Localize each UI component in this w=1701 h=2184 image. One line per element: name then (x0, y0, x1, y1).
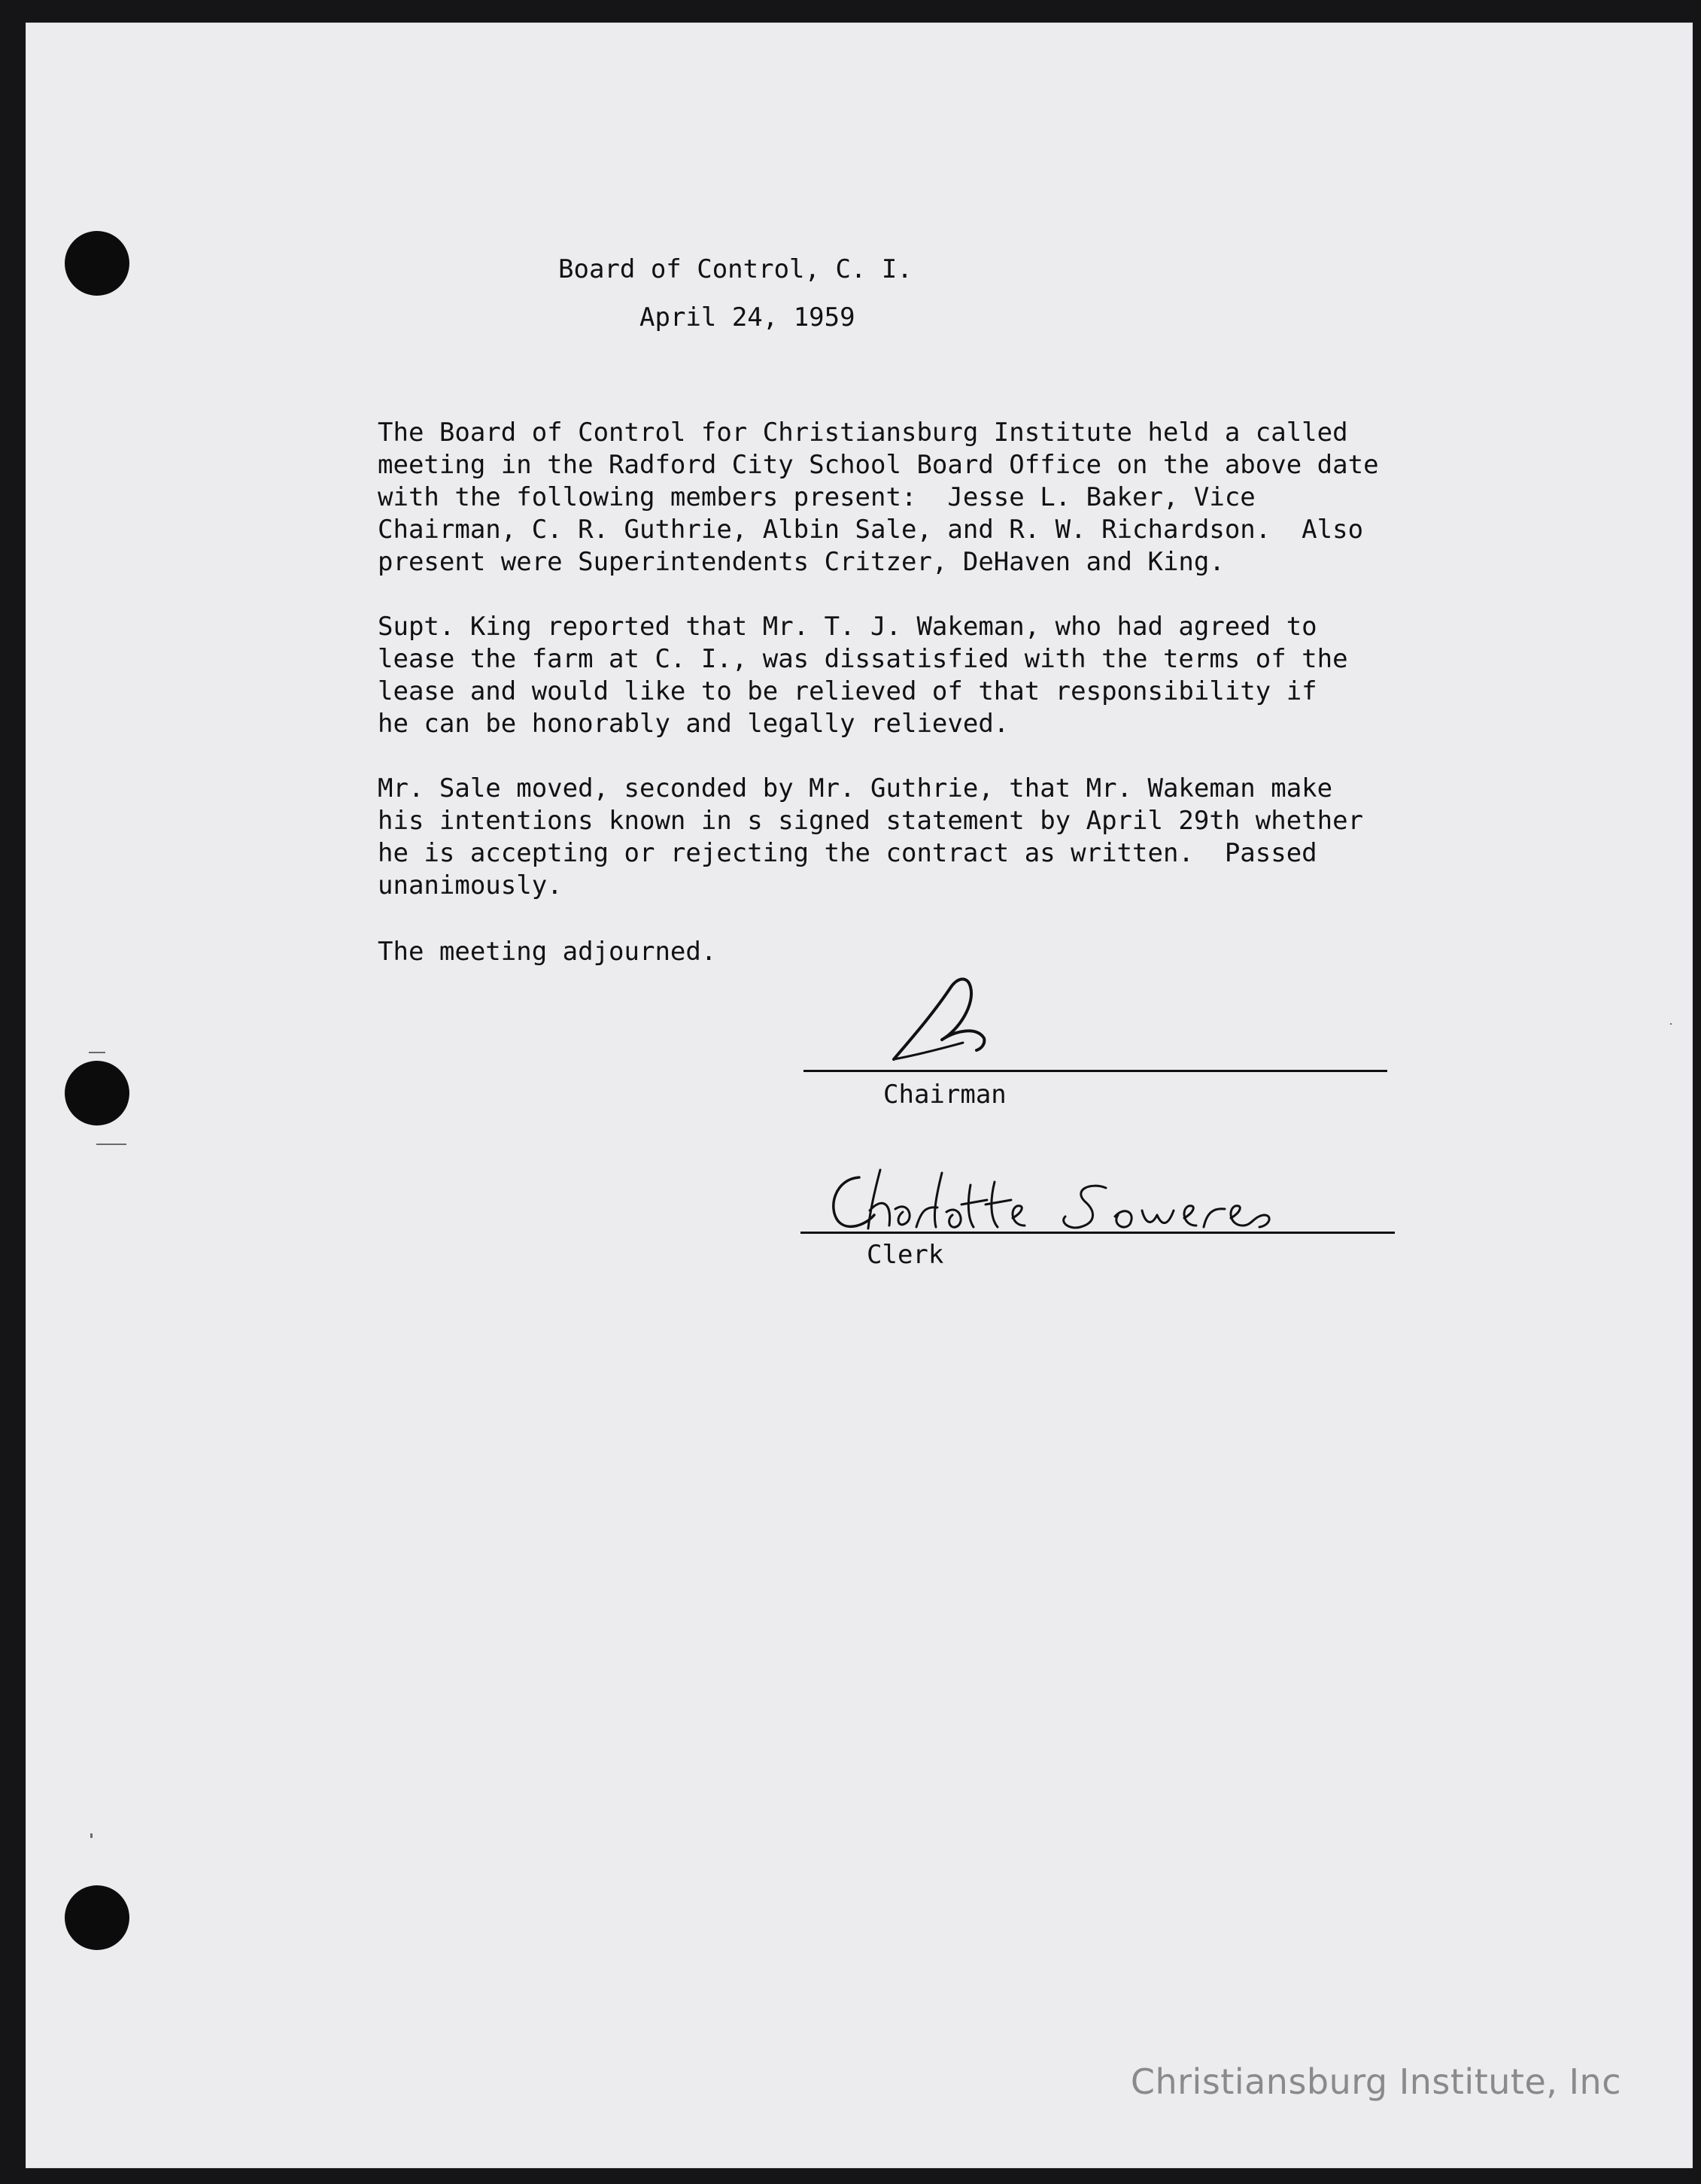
text-line: present were Superintendents Critzer, DeHaven and King. (378, 547, 1225, 577)
text-line: lease and would like to be relieved of that responsibility if (378, 676, 1317, 706)
text-line: The Board of Control for Christiansburg Institute held a called (378, 418, 1348, 448)
text-line: meeting in the Radford City School Board Office on the above date (378, 450, 1379, 480)
paragraph-motion (378, 773, 1453, 902)
punch-hole-top (65, 231, 129, 296)
chairman-signature-line (803, 1070, 1387, 1072)
document-date: April 24, 1959 (639, 302, 855, 333)
text-line: lease the farm at C. I., was dissatisfied with the terms of the (378, 644, 1348, 674)
paragraph-adjourned (378, 936, 1453, 968)
scan-mark (89, 1052, 105, 1053)
punch-hole-bottom (65, 1885, 129, 1950)
clerk-signature-line (800, 1232, 1395, 1234)
text-line: he can be honorably and legally relieved. (378, 709, 1010, 739)
chairman-label: Chairman (883, 1080, 1007, 1110)
text-line: Mr. Sale moved, seconded by Mr. Guthrie, that Mr. Wakeman make (378, 773, 1333, 803)
text-line: The meeting adjourned. (378, 937, 717, 967)
clerk-label: Clerk (867, 1240, 944, 1270)
chairman-signature (888, 970, 1023, 1068)
text-line: with the following members present: Jesse L. Baker, Vice (378, 482, 1256, 512)
scan-mark (90, 1833, 93, 1838)
scan-mark (96, 1144, 126, 1145)
punch-hole-middle (65, 1061, 129, 1125)
scan-mark (1670, 1023, 1672, 1025)
text-line: unanimously. (378, 870, 563, 901)
document-title: Board of Control, C. I. (558, 254, 913, 284)
paragraph-wakeman-report (378, 611, 1453, 740)
text-line: he is accepting or rejecting the contract as written. Passed (378, 838, 1317, 868)
text-line: Chairman, C. R. Guthrie, Albin Sale, and R. W. Richardson. Also (378, 515, 1364, 545)
paragraph-attendance (378, 417, 1453, 579)
text-line: his intentions known in s signed statement by April 29th whether (378, 806, 1364, 836)
watermark: Christiansburg Institute, Inc (1130, 2061, 1621, 2102)
document-page (26, 23, 1693, 2168)
text-line: Supt. King reported that Mr. T. J. Wakeman, who had agreed to (378, 612, 1317, 642)
